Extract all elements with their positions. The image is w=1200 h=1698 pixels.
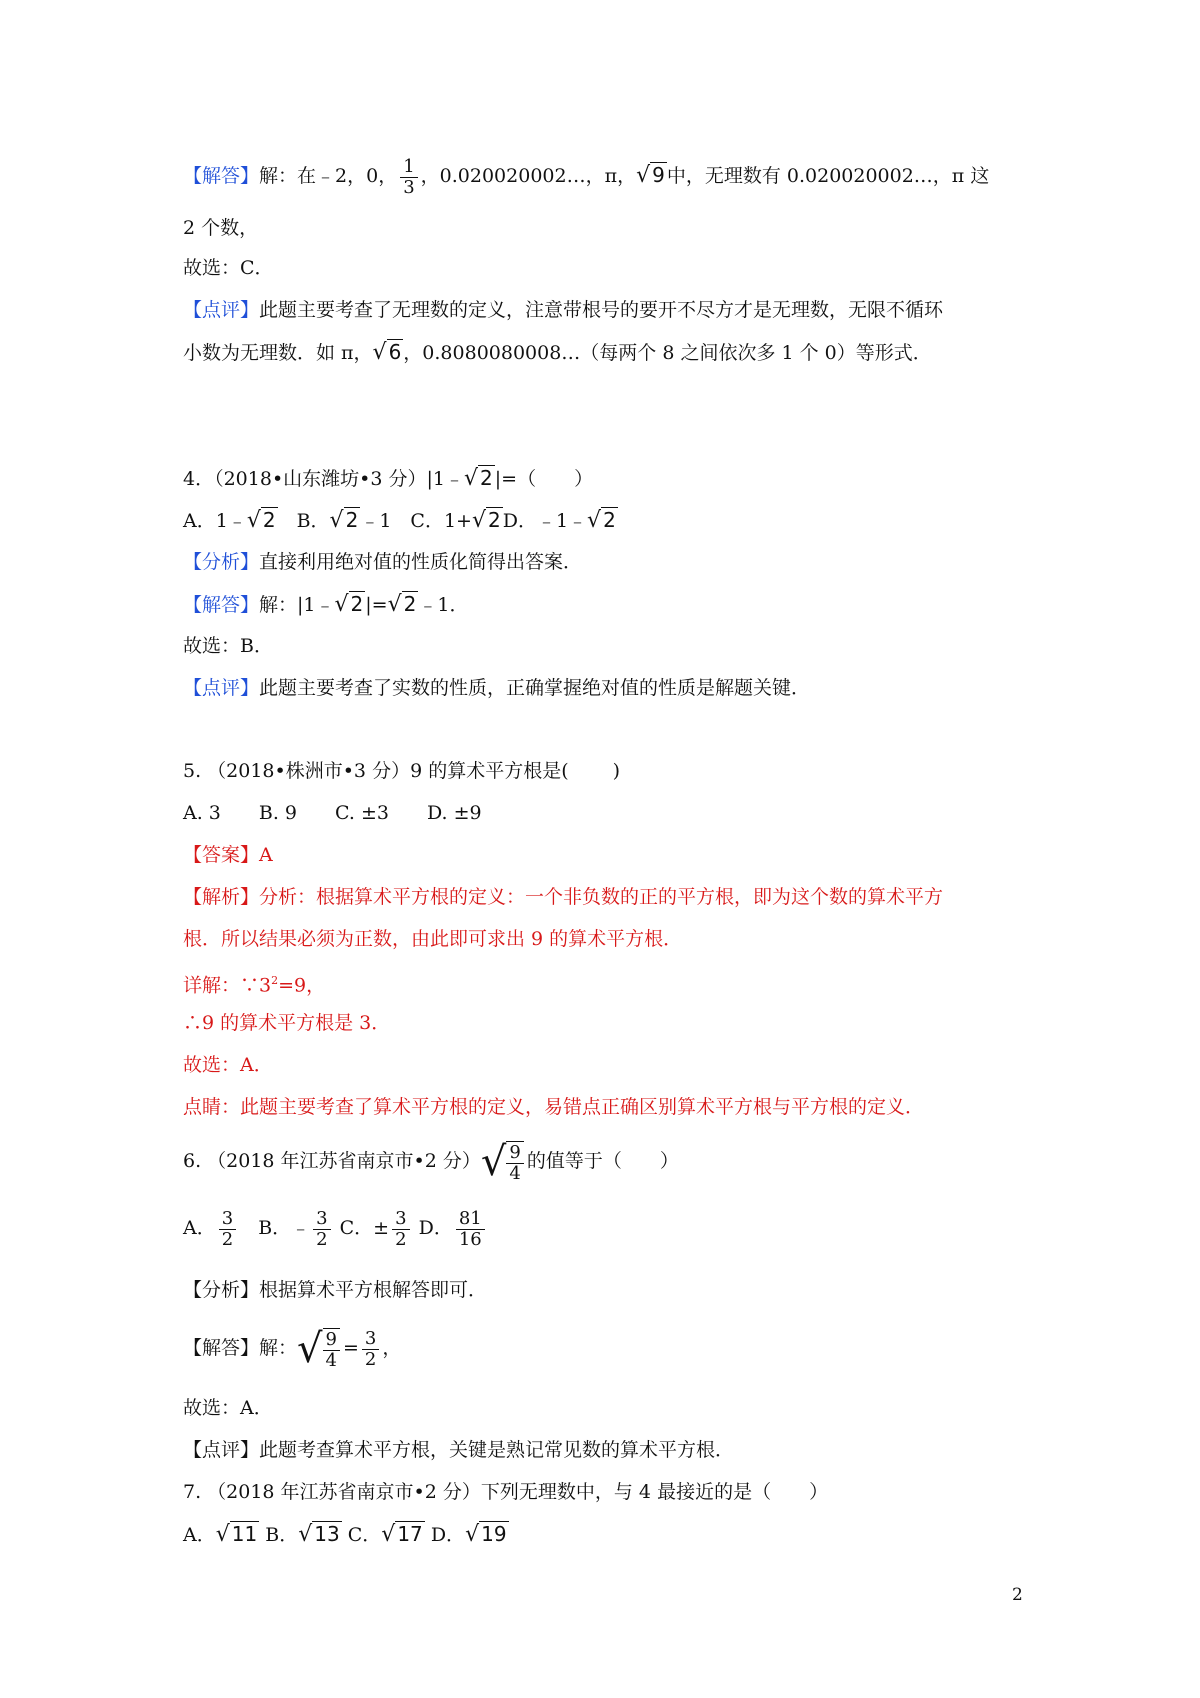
q4-answer [183,586,468,622]
q7-option-c: C． [341,1524,382,1546]
sqrt-two: √ 2 [329,508,359,533]
q6-comment-text: 此题考查算术平方根，关键是熟记常见数的算术平方根． [259,1439,735,1461]
fraction-denominator: 16 [458,1228,482,1250]
fraction-numerator: 9 [323,1331,340,1351]
sqrt-two: √ 2 [334,592,364,617]
exponent: 2 [271,974,279,987]
radical-icon: √ [387,592,402,617]
radical-icon: √ [587,508,602,533]
q7-stem: 7. （2018 年江苏省南京市•2 分）下列无理数中，与 4 最接近的是（ ） [183,1481,829,1503]
fraction-numerator: 81 [456,1210,485,1230]
q3-comment-line2 [183,334,932,370]
fraction-numerator: 1 [400,158,417,178]
q6-comment [183,1432,734,1468]
explanation-tag: 【解析】 [183,886,260,908]
q4-analysis [183,544,582,580]
q4-answer-c: ﹣1． [418,594,469,616]
sqrt-nine: √ 9 [636,163,665,188]
radical-icon: √ [334,592,349,617]
fraction-numerator: 3 [219,1210,236,1230]
fraction-one-third [400,155,417,198]
sqrt-fraction-nine-fourths [297,1328,343,1370]
q4-comment [183,670,810,706]
answer-tag: 【解答】 [183,594,260,616]
fraction [313,1207,330,1250]
q6-answer-a: 解： [259,1337,298,1359]
q3-comment-text-b: ，0.8080080008…（每两个 8 之间依次多 1 个 0）等形式． [403,342,932,364]
q5-analysis-line2: 根．所以结果必须为正数，由此即可求出 9 的算术平方根． [183,928,683,950]
q4-answer-b: |= [365,594,388,616]
fraction [219,1207,236,1250]
analysis-tag: 【分析】 [183,1279,260,1301]
q3-answer-text-c: 中，无理数有 0.020020002…，π 这 [666,165,990,187]
sqrt-seventeen: √ 17 [381,1522,423,1547]
fraction [323,1328,340,1370]
answer-tag: 【解答】 [183,1337,260,1359]
sqrt-thirteen: √ 13 [298,1522,340,1547]
q6-choice: 故选：A． [183,1397,273,1419]
radical-icon: √ [372,340,387,365]
fraction [456,1207,485,1250]
fraction-numerator: 3 [362,1330,379,1350]
q3-answer-text-b: ，0.020020002…，π， [420,165,637,187]
fraction-numerator: 3 [313,1210,330,1230]
q6-stem-b: 的值等于（ ） [526,1150,679,1172]
q5-detail-a: 详解：∵3 [183,974,272,997]
q4-comment-text: 此题主要考查了实数的性质，正确掌握绝对值的性质是解题关键． [259,677,811,699]
fraction [506,1141,523,1183]
sqrt-two: √ 2 [246,508,276,533]
fraction-denominator: 4 [509,1163,521,1184]
q5-analysis-line1 [183,879,943,915]
q5-detail [183,963,325,999]
fraction-denominator: 2 [364,1348,377,1370]
radical-icon: √ [463,466,479,491]
q5-answer [183,837,273,873]
fraction-denominator: 4 [325,1350,337,1371]
sqrt-fraction-nine-fourths [481,1141,527,1183]
comment-tag: 【点评】 [183,677,260,699]
radical-icon: √ [329,508,344,533]
sqrt-two: √ 2 [587,508,616,533]
sqrt-six: √ 6 [372,340,402,365]
fraction-numerator: 9 [506,1144,523,1164]
q6-analysis [183,1272,487,1308]
q4-options [183,502,618,538]
fraction-denominator: 2 [221,1228,234,1250]
q3-comment-text-a: 小数为无理数．如 π， [183,342,373,364]
q6-stem [183,1133,679,1189]
q4-analysis-text: 直接利用绝对值的性质化简得出答案． [259,551,583,573]
q5-choice: 故选：A． [183,1054,273,1076]
q6-answer-end: ， [382,1337,402,1359]
q3-answer-text-a: 解：在﹣2，0， [259,165,398,187]
q4-option-c: ﹣1 C．1+ [360,510,472,532]
q4-stem-a: 4．（2018•山东潍坊•3 分）|1﹣ [183,468,464,490]
q6-option-a: A． [183,1217,216,1239]
radical-icon: √ [471,508,486,533]
q3-answer-line2: 2 个数， [183,217,259,239]
q7-option-d: D． [424,1524,466,1546]
q5-note: 点睛：此题主要考查了算术平方根的定义，易错点正确区别算术平方根与平方根的定义． [183,1096,925,1118]
sqrt-nineteen: √ 19 [465,1522,507,1547]
sqrt-eleven: √ 11 [215,1522,258,1547]
q3-comment-line1 [183,292,943,328]
radical-icon: √ [215,1522,230,1547]
answer-key-tag: 【答案】 [183,844,260,866]
radical-icon: √ [381,1522,396,1547]
sqrt-two: √ 2 [387,592,417,617]
fraction-denominator: 2 [395,1228,407,1250]
radical-icon: √ [297,1326,323,1372]
q6-analysis-text: 根据算术平方根解答即可． [259,1279,488,1301]
radical-icon: √ [246,508,261,533]
q3-choice: 故选：C． [183,257,274,279]
q6-stem-a: 6. （2018 年江苏省南京市•2 分） [183,1150,481,1172]
q7-options [183,1516,509,1552]
radical-icon: √ [465,1522,480,1547]
q5-therefore: ∴9 的算术平方根是 3． [183,1012,391,1034]
answer-tag: 【解答】 [183,165,260,187]
fraction-denominator: 2 [316,1228,328,1250]
q4-answer-a: 解：|1﹣ [259,594,335,616]
fraction [392,1207,409,1250]
sqrt-two: √ 2 [471,508,501,533]
fraction-numerator: 3 [392,1210,409,1230]
q6-option-d: D． [412,1217,453,1239]
q5-answer-value: A [259,844,273,866]
q7-option-b: B． [259,1524,299,1546]
page-number: 2 [1012,1585,1023,1605]
q6-answer [183,1318,401,1378]
q3-answer-line [183,150,989,200]
analysis-tag: 【分析】 [183,551,260,573]
q7-option-a: A． [183,1524,216,1546]
q5-stem: 5. （2018•株洲市•3 分）9 的算术平方根是( ) [183,760,621,782]
q4-stem-b: |=（ ） [494,468,594,490]
equals-sign: = [342,1337,359,1359]
q4-option-b: B． [277,510,330,532]
radical-icon: √ [636,163,651,188]
q5-detail-b: =9， [278,974,326,997]
radical-icon: √ [480,1139,507,1185]
q3-comment-text: 此题主要考查了无理数的定义，注意带根号的要开不尽方才是无理数，无限不循环 [259,299,944,321]
q5-options: A. 3 B. 9 C. ±3 D. ±9 [183,802,482,824]
fraction [362,1327,379,1370]
fraction-denominator: 3 [403,176,415,198]
comment-tag: 【点评】 [183,1439,260,1461]
q6-option-b: B．﹣ [239,1217,311,1239]
q6-options [183,1200,488,1256]
comment-tag: 【点评】 [183,299,260,321]
q5-analysis-text: 分析：根据算术平方根的定义：一个非负数的正的平方根，即为这个数的算术平方 [259,886,944,908]
sqrt-two: √ 2 [463,466,493,491]
q4-option-d: D．﹣1﹣ [502,510,588,532]
q4-stem [183,460,593,496]
q4-option-a: A．1﹣ [183,510,247,532]
radical-icon: √ [298,1522,313,1547]
q6-option-c: C．± [333,1217,390,1239]
q4-choice: 故选：B． [183,635,273,657]
